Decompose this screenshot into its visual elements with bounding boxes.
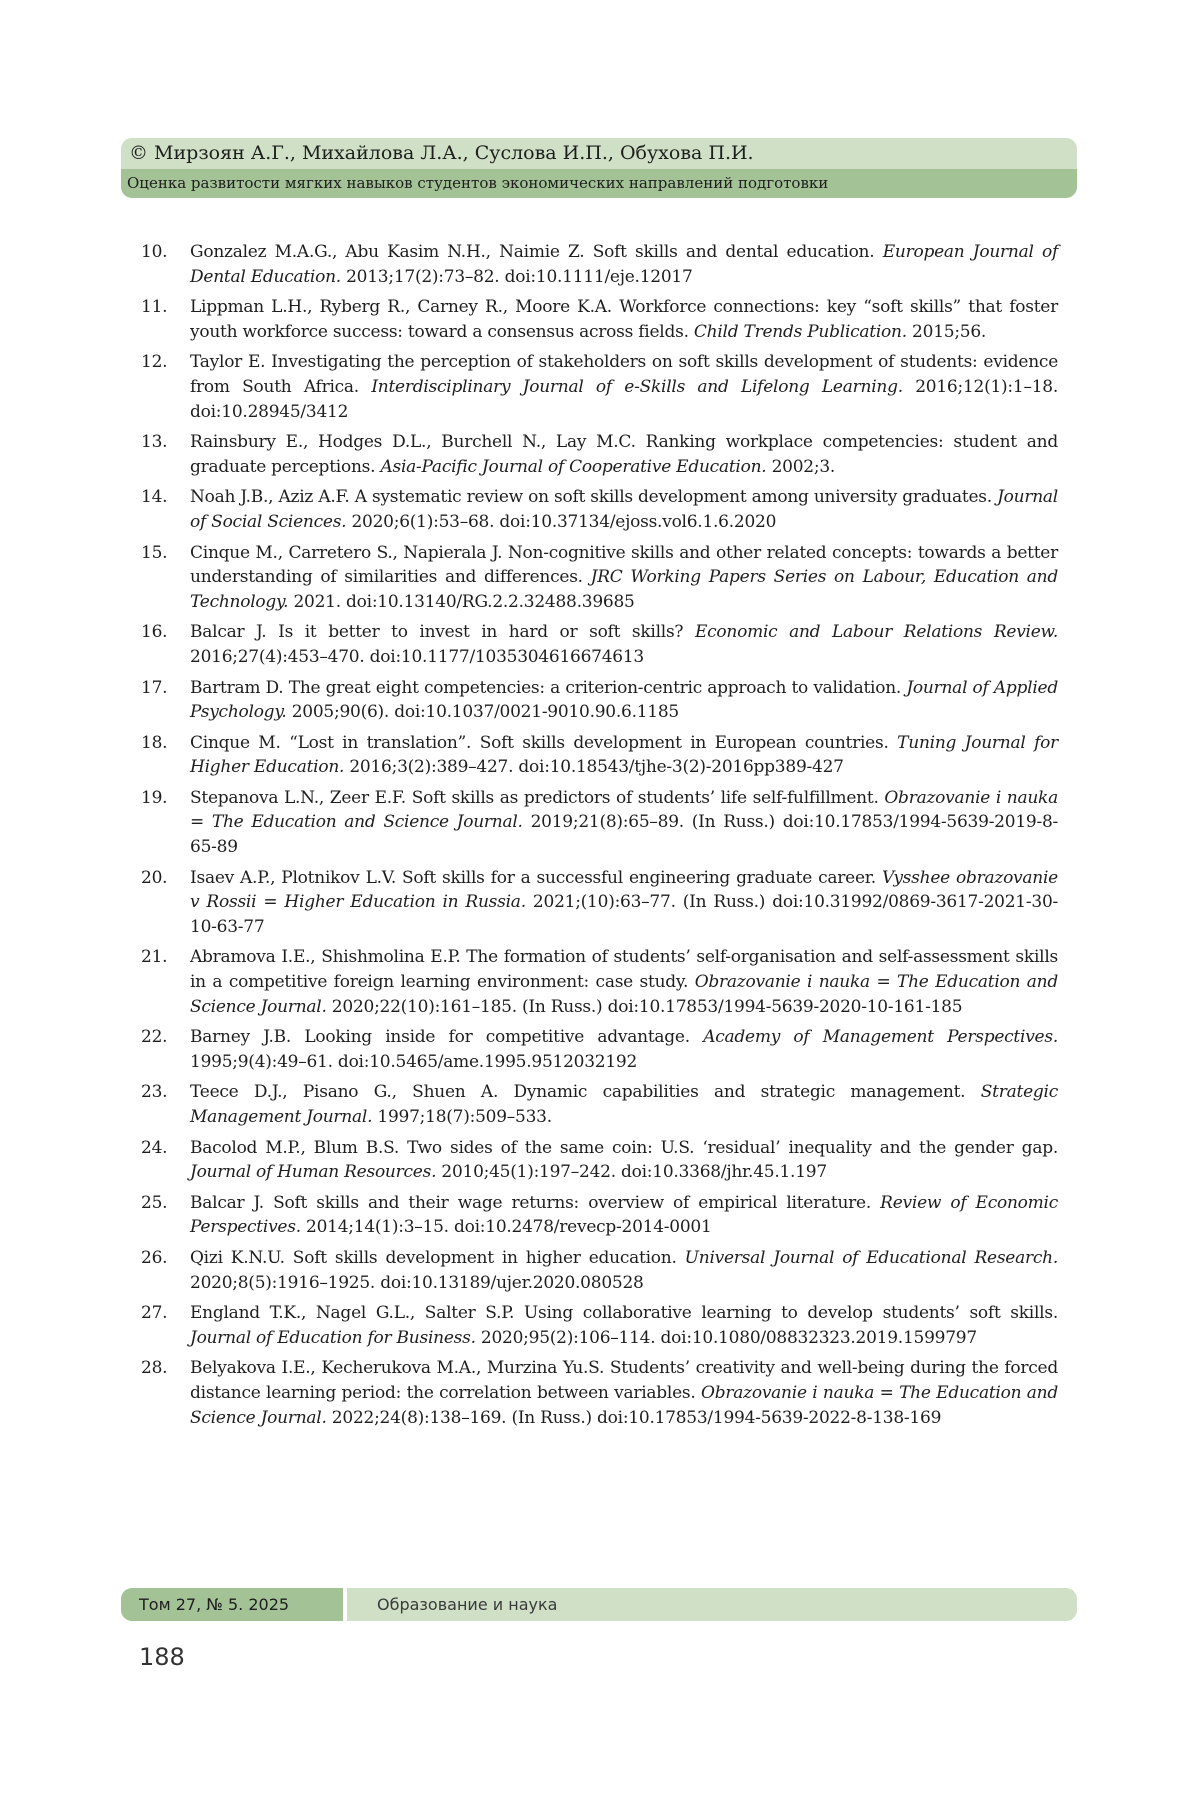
reference-text xyxy=(190,487,1058,532)
header-authors: © Мирзоян А.Г., Михайлова Л.А., Суслова И.П., Обухова П.И. xyxy=(121,138,1077,169)
reference-item xyxy=(121,350,1058,424)
reference-journal: Child Trends Publication. xyxy=(693,321,907,342)
reference-authors-title: Isaev A.P., Plotnikov L.V. Soft skills for a successful engineering graduate career. xyxy=(190,867,882,888)
reference-number: 27. xyxy=(141,1303,168,1324)
reference-item xyxy=(121,1025,1058,1074)
reference-details: 2016;12(1):1–18. doi:10.28945/3412 xyxy=(190,376,1059,422)
reference-journal: Journal of Applied Psychology. xyxy=(190,677,1058,723)
reference-details: 2005;90(6). doi:10.1037/0021-9010.90.6.1185 xyxy=(286,702,679,723)
reference-item xyxy=(121,485,1058,534)
reference-number: 15. xyxy=(141,542,168,563)
reference-details: 2015;56. xyxy=(906,321,987,342)
reference-authors-title: Cinque M., Carretero S., Napierala J. Non-cognitive skills and other related concepts: towards a better understanding of similarities and differences. xyxy=(190,542,1058,588)
reference-journal: Strategic Management Journal. xyxy=(190,1082,1058,1127)
header-article-title: Оценка развитости мягких навыков студентов экономических направлений подготовки xyxy=(121,169,1077,198)
reference-text xyxy=(190,543,1058,612)
reference-number: 12. xyxy=(141,352,168,373)
reference-journal: Review of Economic Perspectives. xyxy=(190,1192,1058,1238)
reference-text xyxy=(190,432,1058,477)
reference-journal: Journal of Social Sciences. xyxy=(190,487,1058,532)
reference-details: 1995;9(4):49–61. doi:10.5465/ame.1995.9512032192 xyxy=(190,1051,638,1072)
reference-number: 18. xyxy=(141,732,168,753)
reference-authors-title: Abramova I.E., Shishmolina E.P. The formation of students’ self-organisation and self-assessment skills in a competitive foreign learning environment: case study. xyxy=(190,947,1058,993)
reference-item xyxy=(121,731,1058,780)
reference-item xyxy=(121,1301,1058,1350)
reference-authors-title: Balcar J. Soft skills and their wage returns: overview of empirical literature. xyxy=(190,1192,881,1213)
reference-journal: Asia-Pacific Journal of Cooperative Education. xyxy=(380,456,767,477)
reference-journal: Interdisciplinary Journal of e-Skills and Lifelong Learning. xyxy=(371,376,903,397)
reference-number: 21. xyxy=(141,947,168,968)
reference-text xyxy=(190,242,1058,287)
reference-authors-title: Rainsbury E., Hodges D.L., Burchell N., Lay M.C. Ranking workplace competencies: student and graduate perceptions. xyxy=(190,432,1058,477)
reference-text xyxy=(190,1248,1058,1293)
reference-item xyxy=(121,240,1058,289)
reference-number: 26. xyxy=(141,1247,168,1268)
reference-authors-title: Stepanova L.N., Zeer E.F. Soft skills as predictors of students’ life self-fulfillment. xyxy=(190,787,885,808)
reference-journal: Obrazovanie i nauka = The Education and Science Journal. xyxy=(190,787,1058,833)
reference-details: 2020;6(1):53–68. doi:10.37134/ejoss.vol6.1.6.2020 xyxy=(346,511,777,532)
reference-item xyxy=(121,1191,1058,1240)
reference-journal: Universal Journal of Educational Research. xyxy=(684,1247,1058,1268)
reference-details: 1997;18(7):509–533. xyxy=(372,1107,552,1127)
reference-text xyxy=(190,788,1058,857)
reference-authors-title: Noah J.B., Aziz A.F. A systematic review on soft skills development among university graduates. xyxy=(190,487,998,508)
reference-number: 25. xyxy=(141,1192,168,1213)
reference-text xyxy=(190,1027,1058,1072)
reference-details: 2021. doi:10.13140/RG.2.2.32488.39685 xyxy=(288,591,635,612)
reference-authors-title: England T.K., Nagel G.L., Salter S.P. Using collaborative learning to develop students’ soft skills. xyxy=(190,1303,1058,1324)
reference-journal: Economic and Labour Relations Review. xyxy=(694,622,1058,643)
reference-authors-title: Bacolod M.P., Blum B.S. Two sides of the same coin: U.S. ‘residual’ inequality and the gender gap. xyxy=(190,1137,1058,1158)
reference-text xyxy=(190,1303,1058,1348)
reference-journal: European Journal of Dental Education. xyxy=(190,242,1058,287)
reference-authors-title: Teece D.J., Pisano G., Shuen A. Dynamic capabilities and strategic management. xyxy=(190,1082,981,1103)
reference-authors-title: Qizi K.N.U. Soft skills development in higher education. xyxy=(190,1247,685,1268)
reference-number: 10. xyxy=(141,242,168,262)
reference-item xyxy=(121,866,1058,940)
reference-item xyxy=(121,1080,1058,1129)
reference-journal: Journal of Education for Business. xyxy=(190,1327,476,1348)
reference-number: 14. xyxy=(141,487,168,508)
reference-journal: Academy of Management Perspectives. xyxy=(703,1027,1058,1048)
reference-authors-title: Bartram D. The great eight competencies: a criterion-centric approach to validation. xyxy=(190,677,907,698)
reference-list xyxy=(121,240,1058,1436)
reference-item xyxy=(121,945,1058,1019)
reference-text xyxy=(190,868,1058,937)
reference-text xyxy=(190,1082,1058,1127)
reference-details: 2019;21(8):65–89. (In Russ.) doi:10.17853/1994-5639-2019-8-65-89 xyxy=(190,812,1059,858)
reference-text xyxy=(190,1138,1058,1183)
reference-number: 24. xyxy=(141,1137,168,1158)
reference-authors-title: Lippman L.H., Ryberg R., Carney R., Moore K.A. Workforce connections: key “soft skills” that foster youth workforce success: toward a consensus across fields. xyxy=(190,297,1058,342)
running-header xyxy=(121,138,1077,198)
reference-authors-title: Taylor E. Investigating the perception of stakeholders on soft skills development of students: evidence from South Africa. xyxy=(190,352,1058,397)
reference-authors-title: Barney J.B. Looking inside for competitive advantage. xyxy=(190,1027,704,1048)
reference-details: 2010;45(1):197–242. doi:10.3368/jhr.45.1.197 xyxy=(436,1162,827,1183)
reference-journal: Vysshee obrazovanie v Rossii = Higher Education in Russia. xyxy=(190,867,1058,913)
reference-number: 11. xyxy=(141,297,168,318)
reference-authors-title: Cinque M. “Lost in translation”. Soft skills development in European countries. xyxy=(190,732,898,753)
reference-text xyxy=(190,622,1058,667)
reference-details: 2013;17(2):73–82. doi:10.1111/eje.12017 xyxy=(340,266,693,287)
reference-details: 2022;24(8):138–169. (In Russ.) doi:10.17853/1994-5639-2022-8-138-169 xyxy=(326,1407,942,1428)
reference-journal: Tuning Journal for Higher Education. xyxy=(190,732,1058,778)
reference-text xyxy=(190,947,1058,1016)
reference-number: 19. xyxy=(141,787,168,808)
reference-text xyxy=(190,352,1058,421)
reference-authors-title: Belyakova I.E., Kecherukova M.A., Murzina Yu.S. Students’ creativity and well-being during the forced distance learning period: the correlation between variables. xyxy=(190,1358,1058,1403)
reference-details: 2020;22(10):161–185. (In Russ.) doi:10.17853/1994-5639-2020-10-161-185 xyxy=(326,996,963,1017)
reference-text xyxy=(190,1358,1058,1427)
reference-number: 28. xyxy=(141,1358,168,1379)
reference-details: 2021;(10):63–77. (In Russ.) doi:10.31992/0869-3617-2021-30-10-63-77 xyxy=(190,892,1058,937)
reference-item xyxy=(121,1246,1058,1295)
reference-text xyxy=(190,678,1058,723)
reference-details: 2020;95(2):106–114. doi:10.1080/08832323.2019.1599797 xyxy=(475,1327,977,1348)
reference-number: 17. xyxy=(141,677,168,698)
reference-journal: JRC Working Papers Series on Labour, Education and Technology. xyxy=(190,567,1058,612)
reference-item xyxy=(121,541,1058,615)
reference-item xyxy=(121,295,1058,344)
reference-details: 2016;27(4):453–470. doi:10.1177/1035304616674613 xyxy=(190,646,644,667)
reference-journal: Obrazovanie i nauka = The Education and Science Journal. xyxy=(190,1382,1058,1428)
running-footer xyxy=(121,1588,1077,1621)
reference-text xyxy=(190,1193,1058,1238)
reference-authors-title: Gonzalez M.A.G., Abu Kasim N.H., Naimie Z. Soft skills and dental education. xyxy=(190,242,883,262)
reference-number: 20. xyxy=(141,867,168,888)
reference-number: 16. xyxy=(141,622,168,643)
reference-item xyxy=(121,676,1058,725)
reference-item xyxy=(121,620,1058,669)
reference-text xyxy=(190,297,1058,342)
reference-details: 2014;14(1):3–15. doi:10.2478/revecp-2014-0001 xyxy=(300,1217,712,1238)
reference-journal: Obrazovanie i nauka = The Education and Science Journal. xyxy=(190,972,1058,1017)
reference-authors-title: Balcar J. Is it better to invest in hard or soft skills? xyxy=(190,622,695,643)
page-number: 188 xyxy=(139,1643,185,1671)
reference-item xyxy=(121,786,1058,860)
reference-details: 2020;8(5):1916–1925. doi:10.13189/ujer.2020.080528 xyxy=(190,1272,644,1293)
footer-volume: Том 27, № 5. 2025 xyxy=(121,1588,343,1621)
reference-details: 2002;3. xyxy=(766,456,836,477)
footer-journal-name: Образование и наука xyxy=(347,1588,1077,1621)
reference-journal: Journal of Human Resources. xyxy=(190,1162,437,1183)
reference-details: 2016;3(2):389–427. doi:10.18543/tjhe-3(2)-2016pp389-427 xyxy=(344,757,844,778)
reference-text xyxy=(190,733,1058,778)
reference-item xyxy=(121,1136,1058,1185)
reference-number: 23. xyxy=(141,1082,168,1103)
reference-number: 22. xyxy=(141,1027,168,1048)
reference-number: 13. xyxy=(141,432,168,453)
reference-item xyxy=(121,430,1058,479)
reference-item xyxy=(121,1356,1058,1430)
